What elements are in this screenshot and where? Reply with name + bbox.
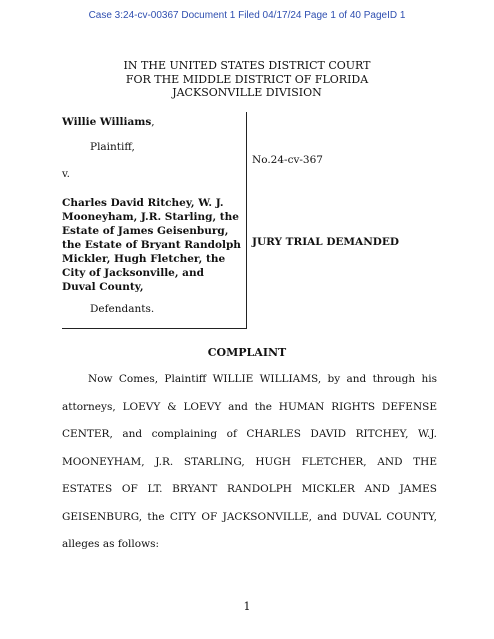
defendants-role: Defendants. [90, 303, 155, 315]
court-name-line: IN THE UNITED STATES DISTRICT COURT [123, 59, 371, 72]
complaint-line: MOONEYHAM, J.R. STARLING, HUGH FLETCHER, AND THE [62, 455, 437, 468]
defendants-names [62, 196, 252, 294]
defendant-line: Estate of James Geisenburg, [62, 225, 229, 237]
defendant-line: Mooneyham, J.R. Starling, the [62, 211, 239, 223]
court-division-line: JACKSONVILLE DIVISION [172, 86, 322, 99]
case-number: No.24-cv-367 [252, 154, 323, 166]
complaint-body [62, 366, 437, 559]
plaintiff-role: Plaintiff, [90, 141, 135, 153]
versus-label: v. [62, 168, 71, 180]
defendant-line: City of Jacksonville, and [62, 267, 204, 279]
plaintiff-name-suffix: , [151, 116, 155, 128]
complaint-line: CENTER, and complaining of CHARLES DAVID RITCHEY, W.J. [62, 428, 437, 440]
complaint-line: alleges as follows: [62, 538, 159, 550]
plaintiff-name: Willie Williams [62, 116, 152, 128]
defendant-line: Charles David Ritchey, W. J. [62, 197, 224, 209]
complaint-line: GEISENBURG, the CITY OF JACKSONVILLE, and DUVAL COUNTY, [62, 510, 437, 523]
complaint-line: ESTATES OF LT. BRYANT RANDOLPH MICKLER AND JAMES [62, 483, 437, 495]
complaint-title: COMPLAINT [207, 346, 287, 359]
jury-demand: JURY TRIAL DEMANDED [252, 236, 400, 248]
defendant-line: Duval County, [62, 281, 144, 293]
ecf-header-stamp: Case 3:24-cv-00367 Document 1 Filed 04/17/24 Page 1 of 40 PageID 1 [88, 10, 406, 21]
defendant-line: the Estate of Bryant Randolph [62, 239, 241, 251]
complaint-line: Now Comes, Plaintiff WILLIE WILLIAMS, by and through his [88, 373, 437, 385]
page-number: 1 [243, 600, 251, 613]
court-heading [0, 59, 494, 100]
complaint-line: attorneys, LOEVY & LOEVY and the HUMAN RIGHTS DEFENSE [62, 400, 437, 413]
defendant-line: Mickler, Hugh Fletcher, the [62, 253, 226, 265]
plaintiff-name-line [62, 116, 155, 128]
court-district-line: FOR THE MIDDLE DISTRICT OF FLORIDA [125, 72, 369, 86]
